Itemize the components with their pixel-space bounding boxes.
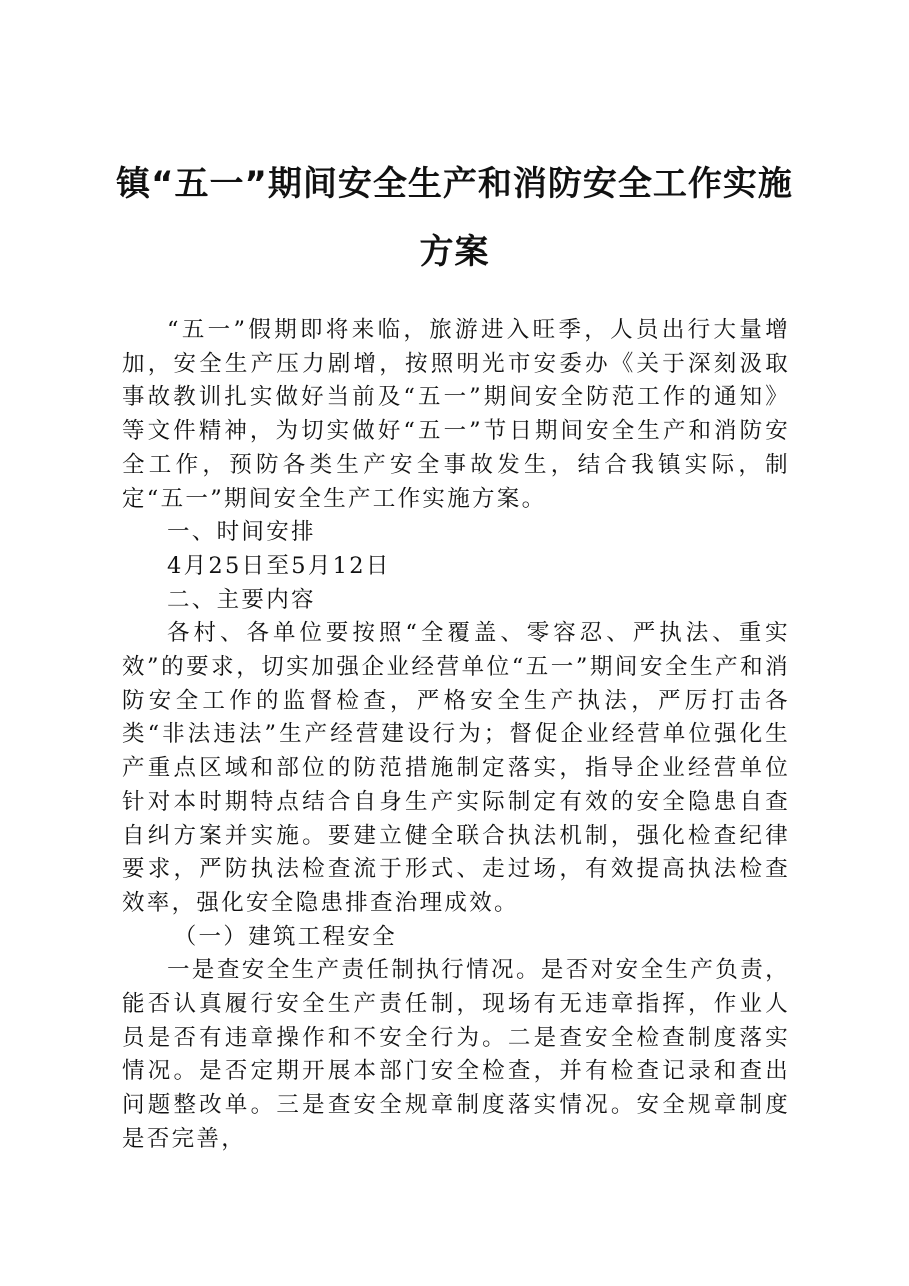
section-heading-content: 二、主要内容: [167, 586, 316, 613]
document-title-line-1: 镇“五一”期间安全生产和消防安全工作实施: [116, 164, 793, 204]
content-paragraph: 各村、各单位要按照“全覆盖、零容忍、严执法、重实效”的要求，切实加强企业经营单位“五一”期间安全生产和消防安全工作的监督检查，严格安全生产执法，严厉打击各类“非法违法”生产经营建设行为；督促企业经营单位强化生产重点区域和部位的防范措施制定落实，指导企业经营单位针对本时期特点结合自身生产实际制定有效的安全隐患自查自纠方案并实施。要建立健全联合执法机制，强化检查纪律要求，严防执法检查流于形式、走过场，有效提高执法检查效率，强化安全隐患排查治理成效。: [122, 620, 790, 916]
document-body: [122, 314, 790, 1157]
time-range: 4月25日至5月12日: [167, 552, 391, 579]
section-heading-time: 一、时间安排: [167, 519, 316, 546]
construction-paragraph: 一是查安全生产责任制执行情况。是否对安全生产负责，能否认真履行安全生产责任制，现场有无违章指挥，作业人员是否有违章操作和不安全行为。二是查安全检查制度落实情况。是否定期开展本部门安全检查，并有检查记录和查出问题整改单。三是查安全规章制度落实情况。安全规章制度是否完善，: [122, 957, 790, 1152]
intro-paragraph: “五一”假期即将来临，旅游进入旺季，人员出行大量增加，安全生产压力剧增，按照明光市安委办《关于深刻汲取事故教训扎实做好当前及“五一”期间安全防范工作的通知》等文件精神，为切实做好“五一”节日期间安全生产和消防安全工作，预防各类生产安全事故发生，结合我镇实际，制定“五一”期间安全生产工作实施方案。: [122, 317, 790, 512]
subsection-heading-construction: （一）建筑工程安全: [173, 923, 397, 950]
document-title-line-2: 方案: [419, 232, 490, 272]
